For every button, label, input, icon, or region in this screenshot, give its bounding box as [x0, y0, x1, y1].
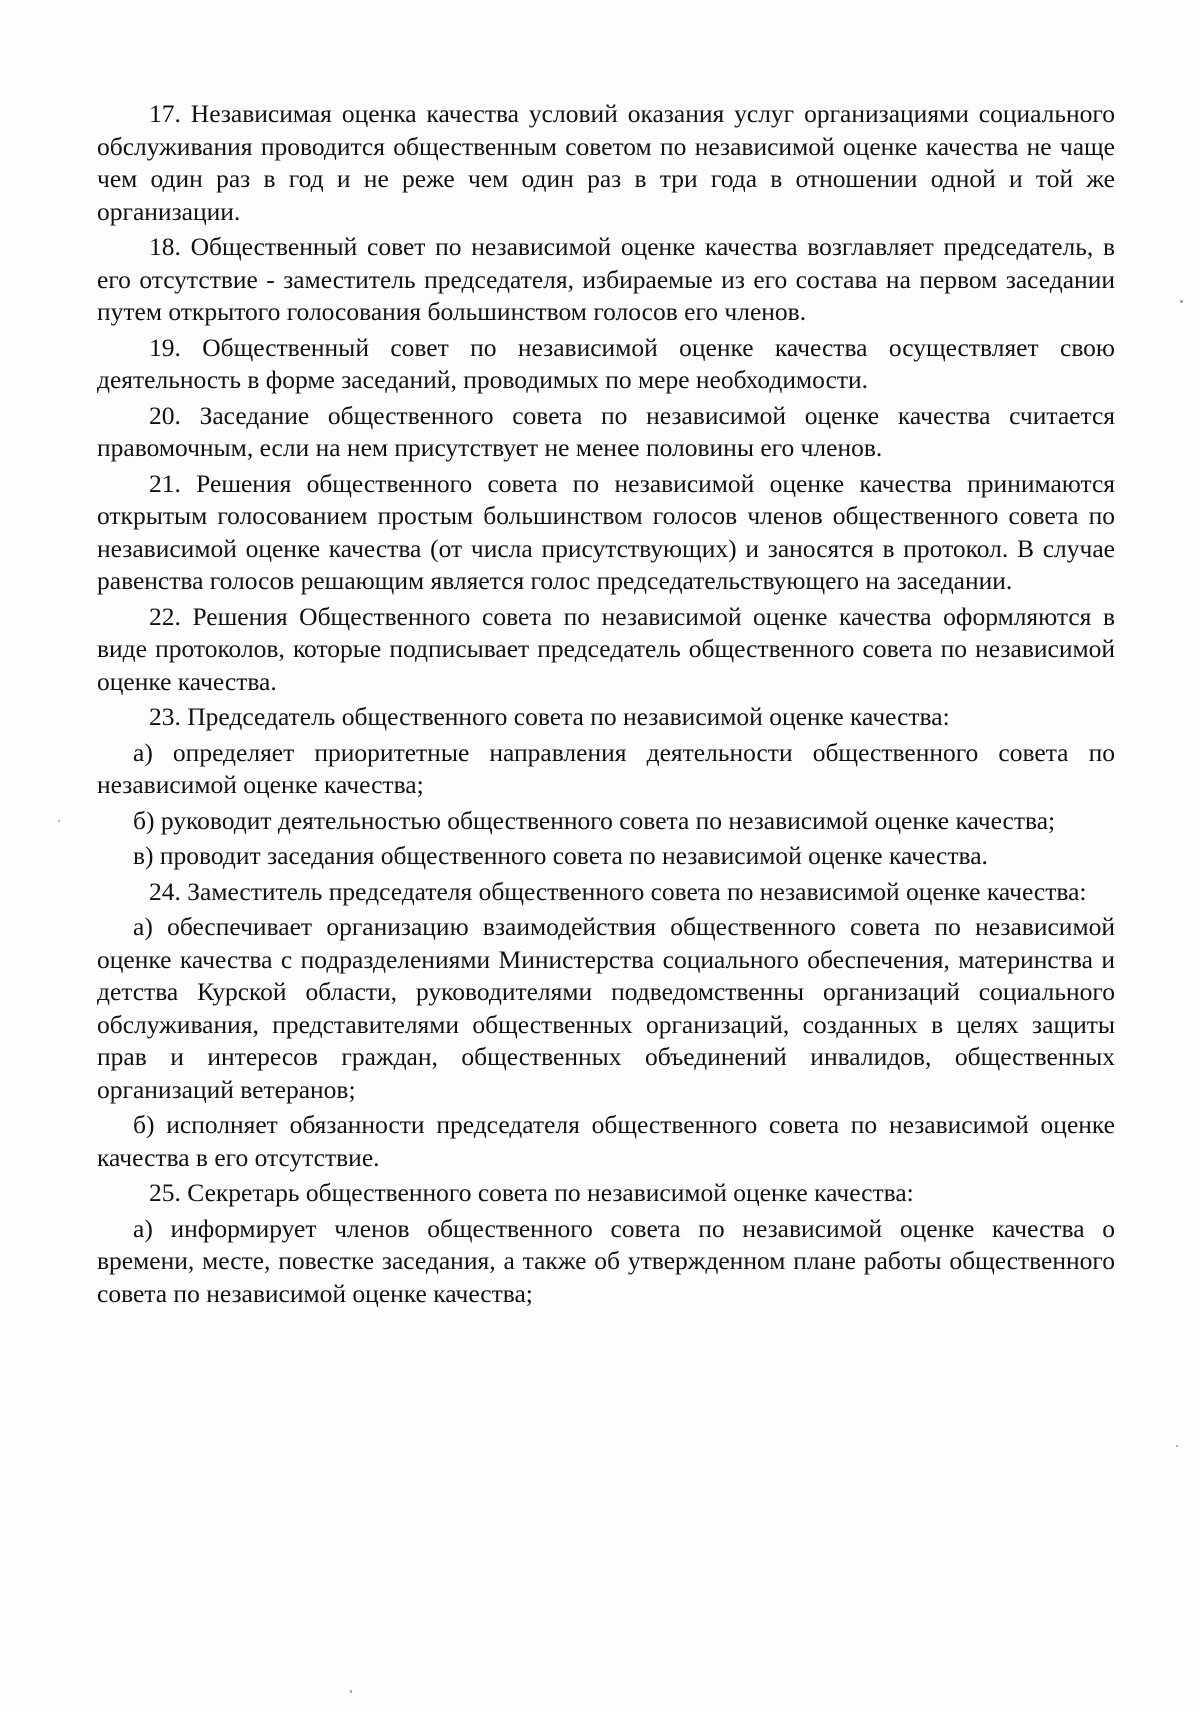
paragraph-24: 24. Заместитель председателя общественного совета по независимой оценке качества:: [149, 876, 1087, 906]
paragraph-25-a: а) информирует членов общественного совета по независимой оценке качества о времени, месте, повестке заседания, а также об утвержденном плане работы общественного совета по независимой оценке качества;: [97, 1213, 1115, 1308]
paragraph-17: 17. Независимая оценка качества условий оказания услуг организациями социального обслуживания проводится общественным советом по независимой оценке качества не чаще чем один раз в год и не реже чем один раз в три года в отношении одной и той же организации.: [97, 99, 1115, 226]
paragraph-19: 19. Общественный совет по независимой оценке качества осуществляет свою деятельность в форме заседаний, проводимых по мере необходимости.: [97, 332, 1115, 394]
scan-speck: [1180, 300, 1183, 303]
scan-speck: [1176, 1445, 1178, 1447]
paragraph-25: 25. Секретарь общественного совета по независимой оценке качества:: [149, 1178, 914, 1207]
paragraph-20: 20. Заседание общественного совета по независимой оценке качества считается правомочным, если на нем присутствует не менее половины его членов.: [97, 400, 1115, 462]
scan-speck: [350, 1690, 352, 1693]
scan-speck: [58, 820, 60, 822]
paragraph-24-a: а) обеспечивает организацию взаимодействия общественного совета по независимой оценке качества с подразделениями Министерства социального обеспечения, материнства и детства Курской области, руководителями подведомственны организаций социального обслуживания, представителями общественных организаций, созданных в целях защиты прав и интересов граждан, общественных объединений инвалидов, общественных организаций ветеранов;: [97, 912, 1115, 1104]
paragraph-18: 18. Общественный совет по независимой оценке качества возглавляет председатель, в его отсутствие - заместитель председателя, избираемые из его состава на первом заседании путем открытого голосования большинством голосов его членов.: [97, 232, 1115, 326]
paragraph-24-b: б) исполняет обязанности председателя общественного совета по независимой оценке качества в его отсутствие.: [97, 1110, 1115, 1172]
paragraph-23-b: б) руководит деятельностью общественного совета по независимой оценке качества;: [133, 805, 1056, 835]
paragraph-23: 23. Председатель общественного совета по независимой оценке качества:: [149, 702, 950, 731]
document-body: [97, 98, 1115, 1313]
paragraph-22: 22. Решения Общественного совета по независимой оценке качества оформляются в виде протоколов, которые подписывает председатель общественного совета по независимой оценке качества.: [97, 601, 1115, 696]
paragraph-23-v: в) проводит заседания общественного совета по независимой оценке качества.: [133, 841, 988, 870]
paragraph-21: 21. Решения общественного совета по независимой оценке качества принимаются открытым голосованием простым большинством голосов членов общественного совета по независимой оценке качества (от числа присутствующих) и заносятся в протокол. В случае равенства голосов решающим является голос председательствующего на заседании.: [97, 468, 1115, 595]
paragraph-23-a: а) определяет приоритетные направления деятельности общественного совета по независимой оценке качества;: [97, 737, 1115, 799]
